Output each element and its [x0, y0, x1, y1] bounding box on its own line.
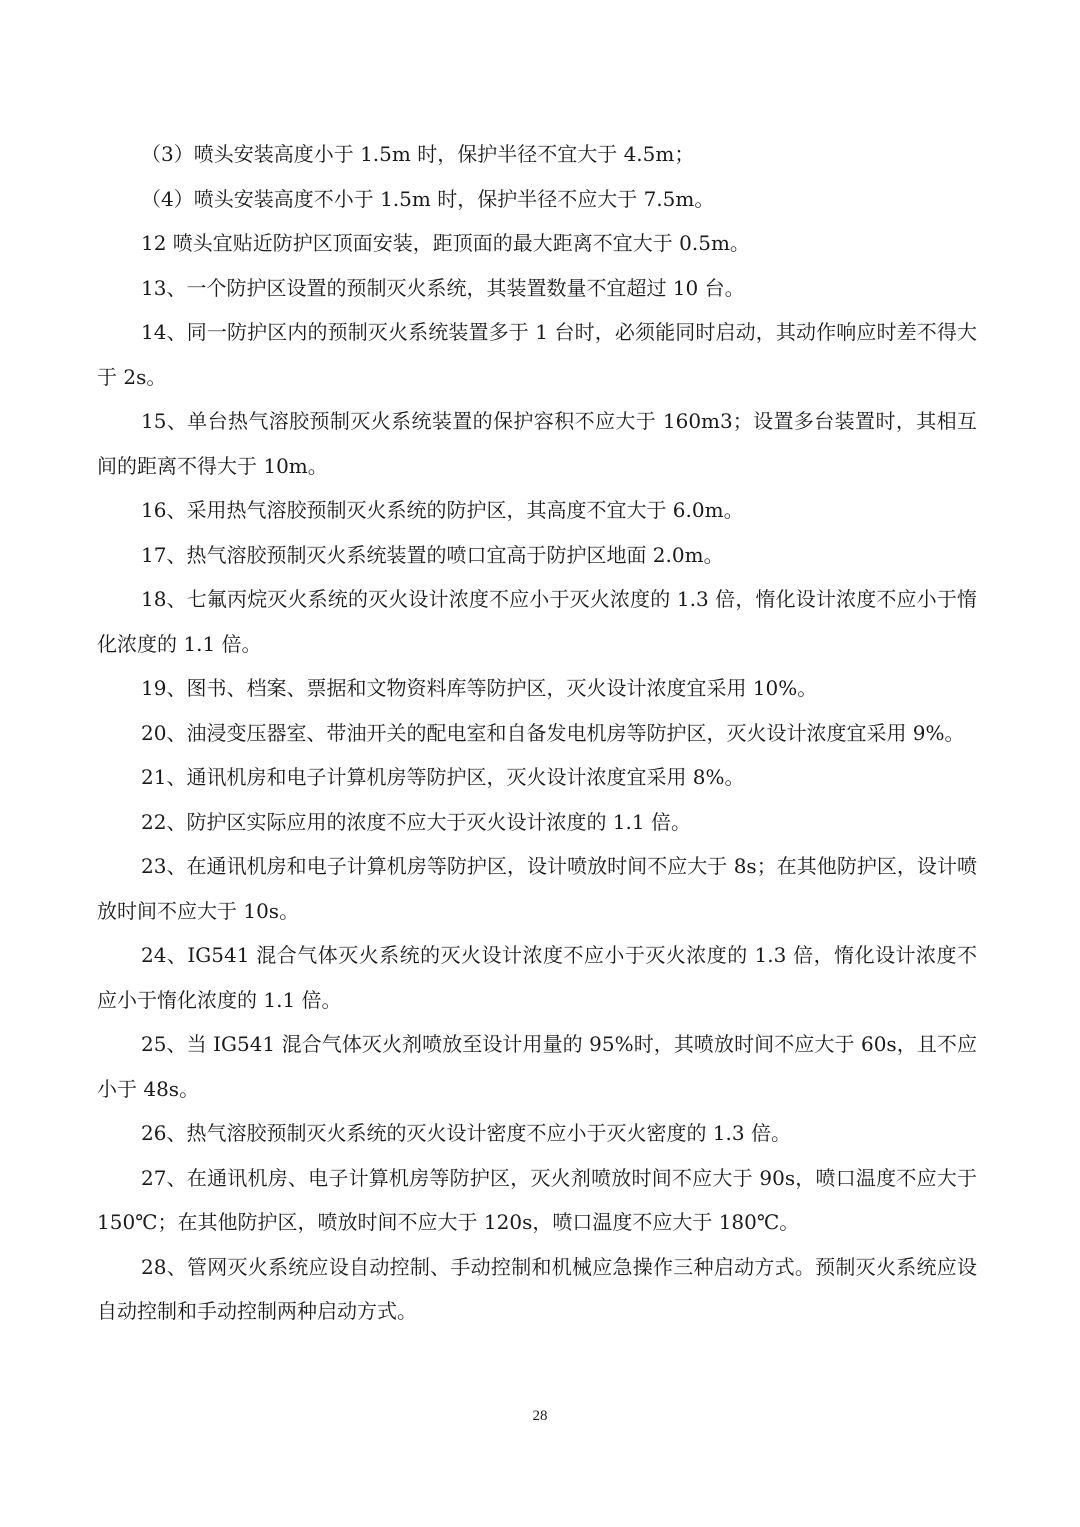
paragraph-3-nozzle-low: （3）喷头安装高度小于 1.5m 时，保护半径不宜大于 4.5m；	[141, 142, 695, 166]
paragraph-17: 17、热气溶胶预制灭火系统装置的喷口宜高于防护区地面 2.0m。	[141, 542, 724, 567]
paragraph-15: 15、单台热气溶胶预制灭火系统装置的保护容积不应大于 160m3；设置多台装置时，其相互间的距离不得大于 10m。	[97, 409, 977, 478]
paragraph-16: 16、采用热气溶胶预制灭火系统的防护区，其高度不宜大于 6.0m。	[141, 498, 744, 522]
paragraph-24: 24、IG541 混合气体灭火系统的灭火设计浓度不应小于灭火浓度的 1.3 倍，惰化设计浓度不应小于惰化浓度的 1.1 倍。	[97, 943, 977, 1012]
paragraph-28: 28、管网灭火系统应设自动控制、手动控制和机械应急操作三种启动方式。预制灭火系统应设自动控制和手动控制两种启动方式。	[97, 1254, 977, 1323]
paragraph-14: 14、同一防护区内的预制灭火系统装置多于 1 台时，必须能同时启动，其动作响应时差不得大于 2s。	[97, 320, 977, 389]
paragraph-12: 12 喷头宜贴近防护区顶面安装，距顶面的最大距离不宜大于 0.5m。	[141, 231, 750, 255]
paragraph-18: 18、七氟丙烷灭火系统的灭火设计浓度不应小于灭火浓度的 1.3 倍，惰化设计浓度不应小于惰化浓度的 1.1 倍。	[97, 587, 977, 656]
paragraph-13: 13、一个防护区设置的预制灭火系统，其装置数量不宜超过 10 台。	[141, 275, 745, 300]
paragraph-22: 22、防护区实际应用的浓度不应大于灭火设计浓度的 1.1 倍。	[141, 809, 691, 834]
paragraph-4-nozzle-high: （4）喷头安装高度不小于 1.5m 时，保护半径不应大于 7.5m。	[141, 186, 715, 211]
paragraph-19: 19、图书、档案、票据和文物资料库等防护区，灭火设计浓度宜采用 10%。	[141, 676, 818, 700]
document-body	[97, 132, 977, 1334]
paragraph-25: 25、当 IG541 混合气体灭火剂喷放至设计用量的 95%时，其喷放时间不应大于 60s，且不应小于 48s。	[97, 1032, 977, 1101]
paragraph-21: 21、通讯机房和电子计算机房等防护区，灭火设计浓度宜采用 8%。	[141, 765, 745, 789]
page-number: 28	[532, 1408, 548, 1424]
paragraph-26: 26、热气溶胶预制灭火系统的灭火设计密度不应小于灭火密度的 1.3 倍。	[141, 1121, 791, 1145]
paragraph-27: 27、在通讯机房、电子计算机房等防护区，灭火剂喷放时间不应大于 90s，喷口温度不应大于 150℃；在其他防护区，喷放时间不应大于 120s，喷口温度不应大于 180℃。	[97, 1165, 977, 1234]
paragraph-20: 20、油浸变压器室、带油开关的配电室和自备发电机房等防护区，灭火设计浓度宜采用 9%。	[141, 720, 965, 745]
paragraph-23: 23、在通讯机房和电子计算机房等防护区，设计喷放时间不应大于 8s；在其他防护区，设计喷放时间不应大于 10s。	[97, 854, 977, 923]
